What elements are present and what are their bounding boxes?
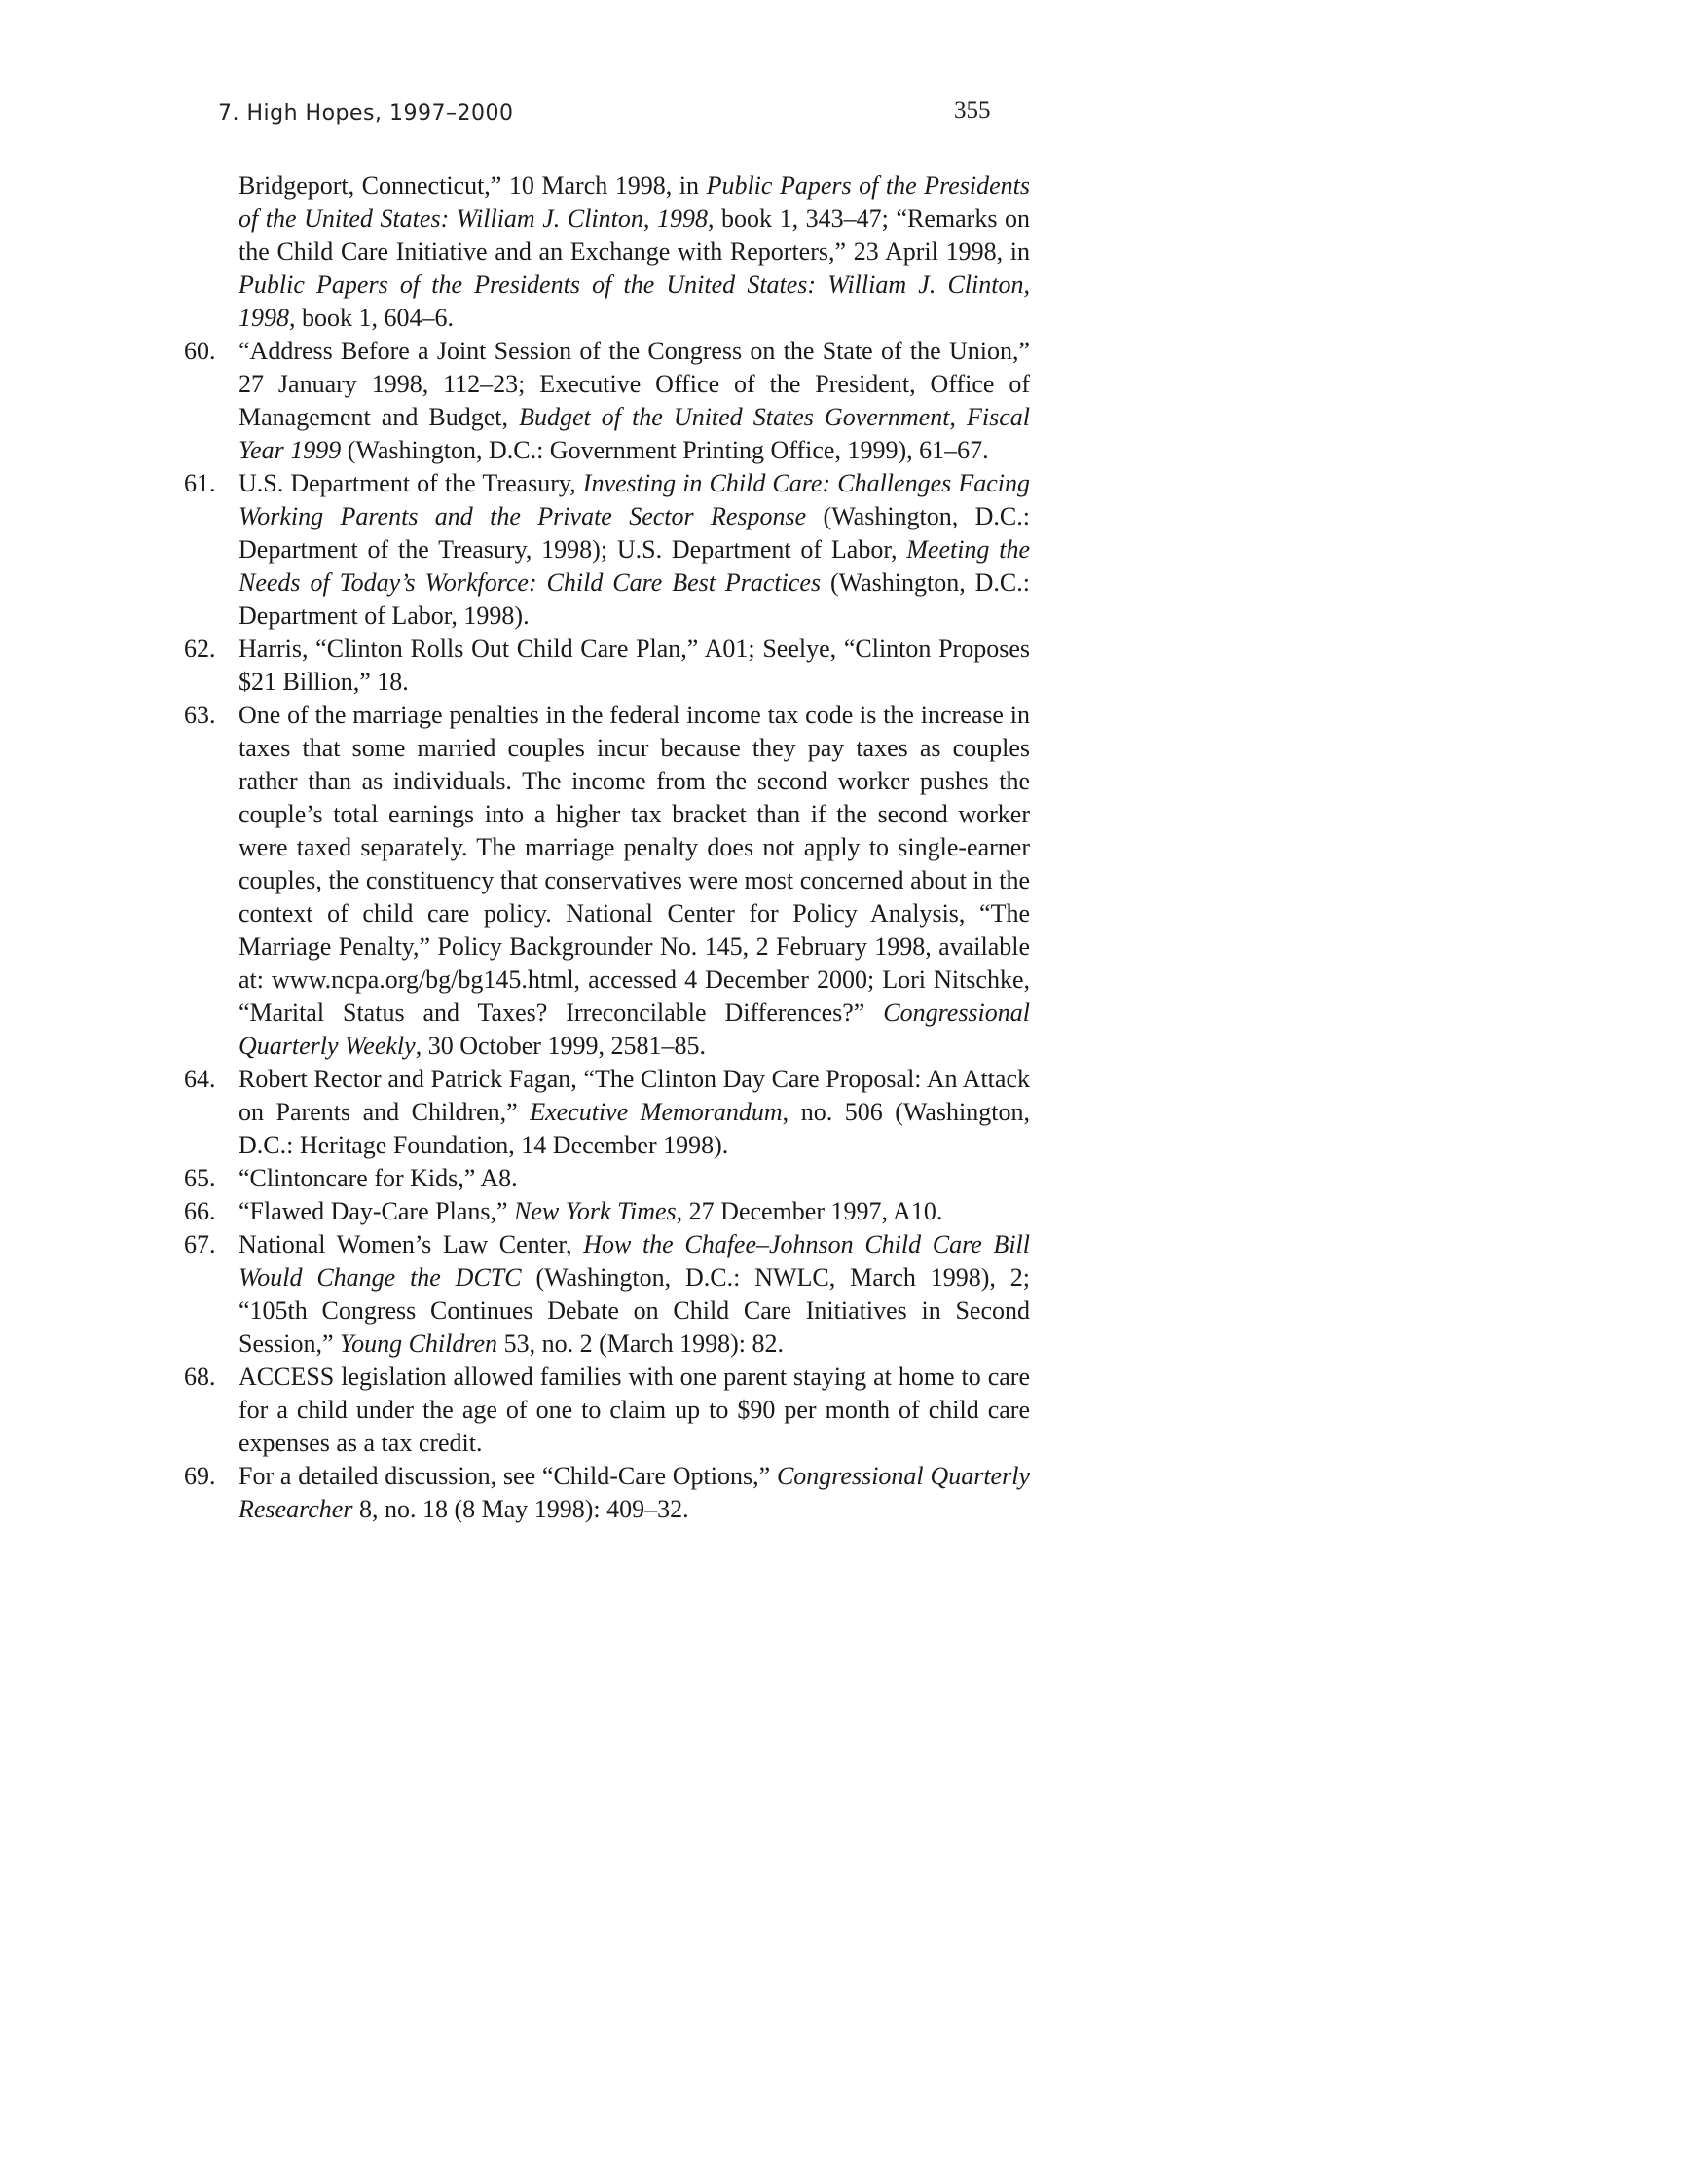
endnote-text — [239, 1228, 1030, 1361]
endnote-text-segment: , 30 October 1999, 2581–85. — [415, 1032, 706, 1060]
endnote — [184, 169, 1030, 335]
endnote-text — [239, 335, 1030, 467]
endnote-text-segment: Harris, “Clinton Rolls Out Child Care Plan,” A01; Seelye, “Clinton Proposes $21 Billion,” 18. — [239, 635, 1030, 696]
endnote-text-segment: One of the marriage penalties in the federal income tax code is the increase in taxes that some married couples incur because they pay taxes as couples rather than as individuals. The income from the second worker pushes the couple’s total earnings into a higher tax bracket than if the second worker were taxed separately. The marriage penalty does not apply to single-earner couples, the constituency that conservatives were most concerned about in the context of child care policy. National Center for Policy Analysis, “The Marriage Penalty,” Policy Backgrounder No. 145, 2 February 1998, available at: www.ncpa.org/bg/​bg145.html, accessed 4 December 2000; Lori Nitschke, “Marital Status and Taxes? Irreconcilable Differences?” — [239, 701, 1030, 1027]
endnote-text-segment: , no. 506 (Washington, D.C.: Heritage Foundation, 14 December 1998). — [239, 1098, 1030, 1159]
endnote-text-segment: “Clintoncare for Kids,” A8. — [239, 1164, 518, 1192]
endnote-text-segment: (Washington, D.C.: Department of the Treasury, 1998); U.S. Department of Labor, — [239, 502, 1030, 564]
endnote-number: 66. — [184, 1197, 216, 1225]
endnote-number: 64. — [184, 1065, 216, 1093]
endnote — [184, 1162, 1030, 1195]
endnote — [184, 1228, 1030, 1361]
endnote — [184, 633, 1030, 699]
endnote-text-segment: (Washington, D.C.: Department of Labor, 1998). — [239, 568, 1030, 630]
endnotes-list — [184, 169, 1030, 1526]
endnote-number: 60. — [184, 337, 216, 365]
endnote-text-segment: For a detailed discussion, see “Child-Care Options,” — [239, 1462, 777, 1490]
chapter-title: 7. High Hopes, 1997–2000 — [218, 101, 514, 126]
page-number: 355 — [954, 97, 991, 124]
endnote-number: 61. — [184, 469, 216, 497]
endnote-number: 68. — [184, 1363, 216, 1391]
endnote-title-italic: Congressional Quarterly Weekly — [239, 999, 1030, 1060]
endnote-text-segment: “Address Before a Joint Session of the Congress on the State of the Union,” 27 January 1998, 112–23; Executive Office of the President, Office of Management and Budget, — [239, 337, 1030, 431]
endnote-title-italic: How the Chafee–Johnson Child Care Bill Would Change the DCTC — [239, 1230, 1030, 1292]
endnote-text-segment: , 27 December 1997, A10. — [676, 1197, 943, 1225]
endnote-title-italic: Meeting the Needs of Today’s Workforce: Child Care Best Practices — [239, 535, 1031, 597]
endnote-text-segment: 53, no. 2 (March 1998): 82. — [497, 1329, 784, 1358]
endnote-text — [239, 467, 1030, 633]
endnote-number: 67. — [184, 1230, 216, 1258]
endnote-text — [239, 1162, 1030, 1195]
endnote-text — [239, 699, 1030, 1063]
endnote-text-segment: (Washington, D.C.: Government Printing Office, 1999), 61–67. — [341, 436, 989, 464]
endnote-number: 69. — [184, 1462, 216, 1490]
endnote-title-italic: Young Children — [340, 1329, 498, 1358]
endnote — [184, 1195, 1030, 1228]
endnote-text-segment: (Washington, D.C.: NWLC, March 1998), 2; “105th Congress Continues Debate on Child Care Initiatives in Second Session,” — [239, 1263, 1030, 1358]
endnote-text-segment: , book 1, 604–6. — [289, 304, 454, 332]
endnote-text-segment: ACCESS legislation allowed families with one parent staying at home to care for a child under the age of one to claim up to $90 per month of child care expenses as a tax credit. — [239, 1363, 1030, 1457]
endnote — [184, 1361, 1030, 1460]
endnote-number: 62. — [184, 635, 216, 663]
endnote-title-italic: Public Papers of the Presidents of the United States: William J. Clinton, 1998 — [239, 171, 1030, 233]
endnote-text — [239, 1063, 1030, 1162]
endnote-title-italic: Congressional Quarterly Researcher — [239, 1462, 1030, 1523]
endnote-title-italic: Investing in Child Care: Challenges Facing Working Parents and the Private Sector Response — [239, 469, 1030, 530]
endnote-title-italic: Budget of the United States Government, Fiscal Year 1999 — [239, 403, 1030, 464]
endnote-title-italic: Executive Memorandum — [530, 1098, 783, 1126]
endnote-text-segment: , book 1, 343–47; “Remarks on the Child Care Initiative and an Exchange with Reporters,” 23 April 1998, in — [239, 204, 1031, 266]
endnote-text-segment: National Women’s Law Center, — [239, 1230, 584, 1258]
endnote-text — [239, 1460, 1030, 1526]
endnote-title-italic: Public Papers of the Presidents of the United States: William J. Clinton, 1998 — [239, 271, 1030, 332]
endnote-text-segment: Robert Rector and Patrick Fagan, “The Clinton Day Care Proposal: An Attack on Parents and Children,” — [239, 1065, 1030, 1126]
endnote — [184, 1460, 1030, 1526]
endnote-text — [239, 1195, 1030, 1228]
endnote-text — [239, 1361, 1030, 1460]
endnote-text-segment: 8, no. 18 (8 May 1998): 409–32. — [352, 1495, 689, 1523]
endnote — [184, 1063, 1030, 1162]
endnote-number: 65. — [184, 1164, 216, 1192]
endnote-text — [239, 169, 1030, 335]
endnote-number: 63. — [184, 701, 216, 729]
endnote — [184, 699, 1030, 1063]
endnote — [184, 467, 1030, 633]
endnote — [184, 335, 1030, 467]
running-head — [218, 97, 1030, 136]
endnote-text — [239, 633, 1030, 699]
endnote-text-segment: Bridgeport, Connecticut,” 10 March 1998, in — [239, 171, 707, 200]
endnote-title-italic: New York Times — [514, 1197, 677, 1225]
endnote-text-segment: “Flawed Day-Care Plans,” — [239, 1197, 515, 1225]
endnote-text-segment: U.S. Department of the Treasury, — [239, 469, 583, 497]
